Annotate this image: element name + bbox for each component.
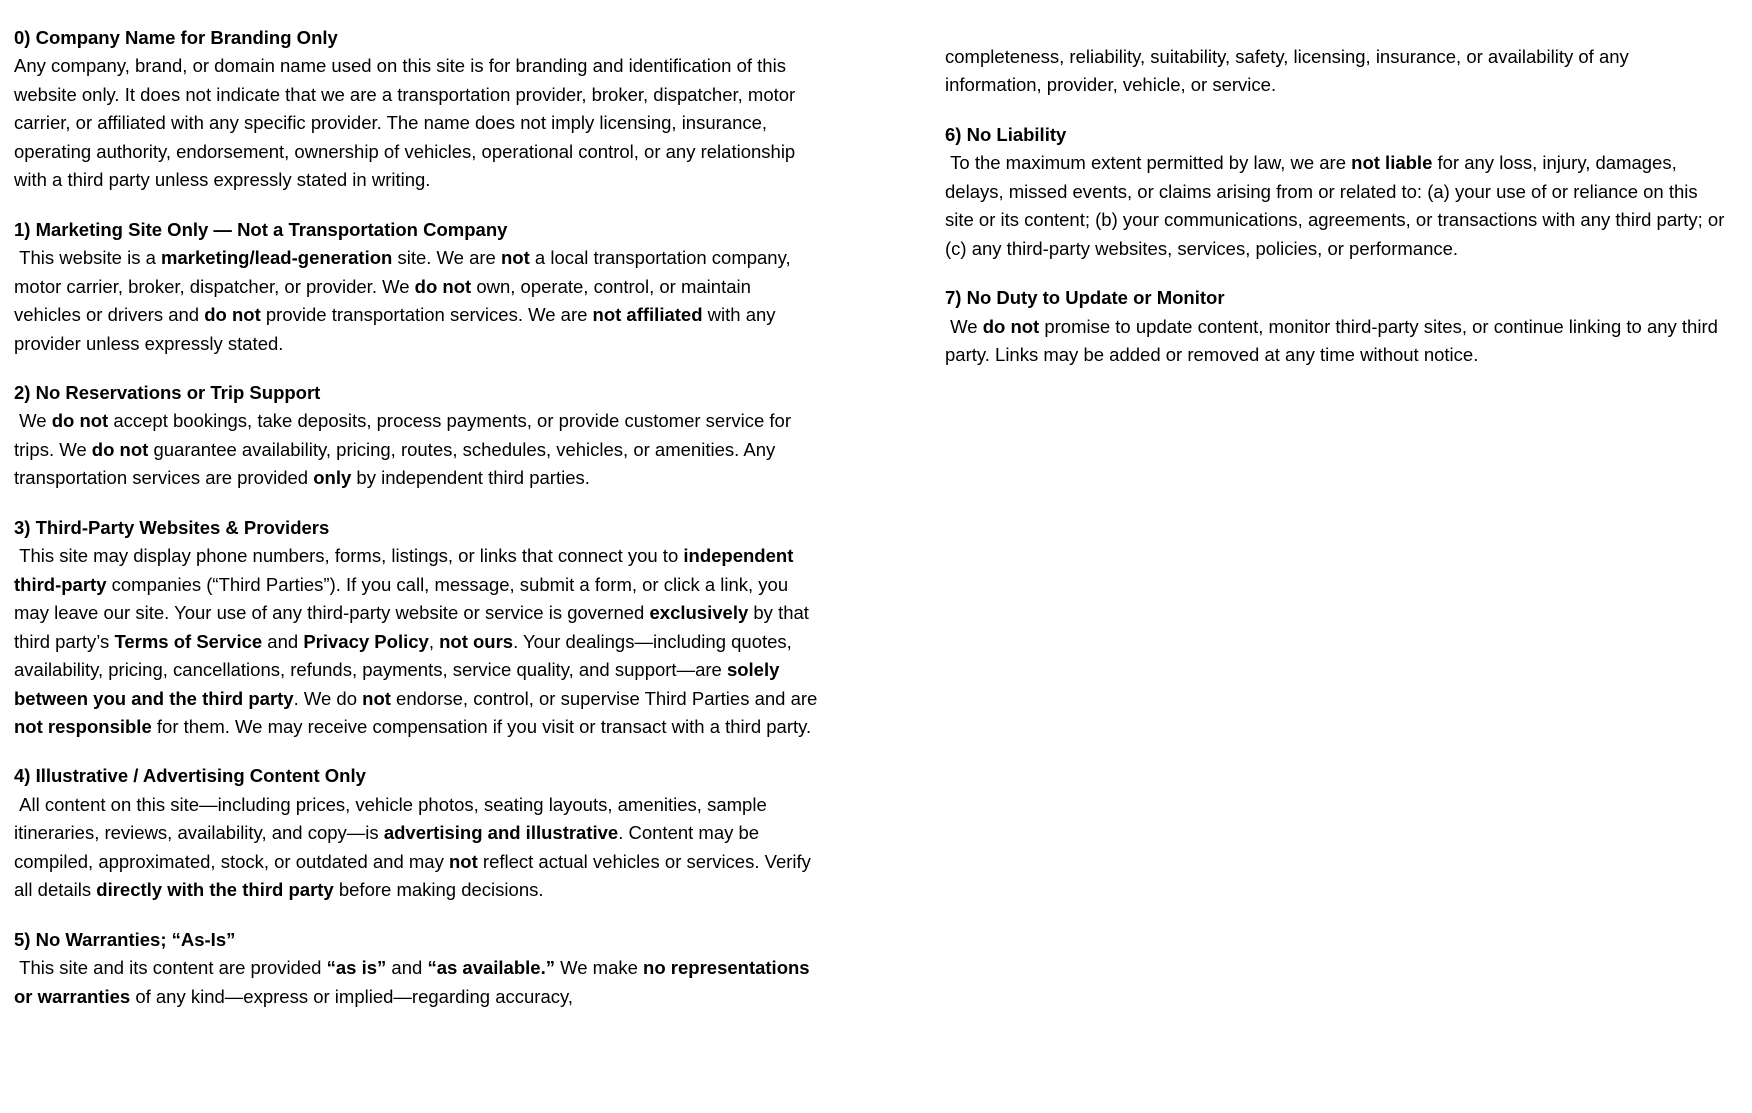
disclaimer-section	[945, 121, 1729, 263]
bold-text-run: not	[362, 687, 391, 709]
disclaimer-section	[14, 926, 820, 1011]
bold-text-run: not affiliated	[592, 304, 703, 326]
section-heading: 6) No Liability	[945, 123, 1067, 145]
text-run: This site and its content are provided	[14, 957, 327, 979]
right-column	[945, 24, 1729, 370]
bold-text-run: not	[501, 247, 530, 269]
text-run: companies (“Third Parties”). If you call, message, submit a form, or click a link, you may leave our site. Your use of any third-party website or service is governed	[14, 573, 794, 624]
text-run: All content on this site—including prices, vehicle photos, seating layouts, amenities, sample itineraries, reviews, availability, and copy—is	[14, 793, 772, 844]
text-run: completeness, reliability, suitability, safety, licensing, insurance, or availability of any information, provider, vehicle, or service.	[945, 46, 1634, 96]
bold-text-run: do not	[982, 315, 1040, 337]
bold-text-run: not liable	[1351, 152, 1433, 174]
bold-text-run: “as is”	[326, 957, 387, 979]
text-run: reflect actual vehicles or services. Verify all details	[14, 850, 817, 901]
bold-text-run: not ours	[439, 630, 514, 652]
disclaimer-section	[14, 216, 820, 358]
section-heading: 1) Marketing Site Only — Not a Transportation Company	[14, 218, 508, 240]
text-run: . Content may be compiled, approximated, stock, or outdated and may	[14, 822, 765, 872]
text-run: for them. We may receive compensation if you visit or transact with a third party.	[151, 715, 812, 737]
section-paragraph	[14, 244, 820, 358]
section-heading: 4) Illustrative / Advertising Content Only	[14, 765, 366, 787]
text-run: We make	[554, 957, 644, 979]
section-paragraph	[945, 149, 1729, 263]
text-run: ,	[428, 630, 440, 652]
bold-text-run: only	[313, 467, 352, 489]
bold-text-run: independent third-party	[14, 545, 799, 595]
text-run: To the maximum extent permitted by law, we are	[945, 152, 1352, 174]
section-paragraph	[14, 407, 820, 492]
bold-text-run: do not	[414, 275, 472, 297]
bold-text-run: no representations or warranties	[14, 957, 815, 1007]
text-run: endorse, control, or supervise Third Parties and are	[390, 687, 823, 709]
left-column	[14, 24, 823, 1011]
disclaimer-section	[945, 284, 1729, 369]
text-run: promise to update content, monitor third-party sites, or continue linking to any third party. Links may be added or removed at any time without notice.	[945, 315, 1724, 366]
text-run: . We do	[293, 687, 363, 709]
disclaimer-section	[14, 514, 823, 742]
section-paragraph	[14, 542, 823, 741]
disclaimer-section	[14, 379, 820, 493]
section-paragraph	[945, 313, 1729, 370]
text-run: by that third party’s	[14, 602, 815, 652]
bold-text-run: Terms of Service	[114, 630, 263, 652]
bold-text-run: do not	[91, 438, 149, 460]
section-paragraph	[14, 954, 820, 1011]
text-run: This website is a	[14, 247, 162, 269]
section-heading: 7) No Duty to Update or Monitor	[945, 287, 1225, 309]
text-run: We	[14, 410, 52, 432]
disclaimer-section	[14, 762, 820, 904]
text-run: We	[945, 315, 983, 337]
text-run: This site may display phone numbers, forms, listings, or links that connect you to	[14, 545, 684, 567]
disclaimer-section	[14, 24, 820, 195]
text-run: . Your dealings—including quotes, availability, pricing, cancellations, refunds, payments, service quality, and support—are	[14, 630, 797, 681]
bold-text-run: directly with the third party	[96, 879, 334, 901]
bold-text-run: do not	[204, 304, 261, 326]
bold-text-run: solely between you and the third party	[14, 659, 785, 709]
text-run: and	[386, 957, 428, 979]
section-heading: 5) No Warranties; “As-Is”	[14, 928, 236, 950]
text-run: guarantee availability, pricing, routes, schedules, vehicles, or amenities. Any transportation services are provided	[14, 438, 781, 489]
bold-text-run: do not	[51, 410, 109, 432]
section-heading: 3) Third-Party Websites & Providers	[14, 516, 330, 538]
text-run: for any loss, injury, damages, delays, missed events, or claims arising from or related to: (a) your use of or reliance on this site or its content; (b) your communications, agreements, or transactions with any third party; or (c) any third-party websites, services, policies, or performance.	[945, 152, 1730, 259]
text-run: a local transportation company, motor carrier, broker, dispatcher, or provider. We	[14, 247, 796, 297]
section-paragraph	[14, 791, 820, 905]
bold-text-run: marketing/lead-generation	[161, 247, 393, 269]
text-run: accept bookings, take deposits, process payments, or provide customer service for trips. We	[14, 410, 797, 460]
bold-text-run: Privacy Policy	[303, 630, 429, 652]
text-run: with any provider unless expressly stated.	[14, 304, 781, 354]
text-run: site. We are	[392, 247, 501, 269]
bold-text-run: not	[449, 850, 478, 872]
text-run: of any kind—express or implied—regarding accuracy,	[130, 985, 574, 1007]
bold-text-run: exclusively	[649, 602, 749, 624]
section-heading: 2) No Reservations or Trip Support	[14, 381, 321, 403]
bold-text-run: advertising and illustrative	[383, 822, 619, 844]
text-run: own, operate, control, or maintain vehicles or drivers and	[14, 275, 757, 326]
section-heading: 0) Company Name for Branding Only	[14, 27, 338, 48]
bold-text-run: not responsible	[14, 715, 152, 737]
text-run: before making decisions.	[333, 879, 544, 901]
section-paragraph-continued	[945, 43, 1729, 100]
bold-text-run: “as available.”	[427, 957, 555, 979]
text-run: by independent third parties.	[351, 467, 590, 489]
section-paragraph	[14, 52, 820, 194]
text-run: Any company, brand, or domain name used on this site is for branding and identification of this website only. It does not indicate that we are a transportation provider, broker, dispatcher, motor carrier, or affiliated with any specific provider. The name does not imply licensing, insurance, operating authority, endorsement, ownership of vehicles, operational control, or any relationship with a third party unless expressly stated in writing.	[14, 55, 801, 191]
text-run: provide transportation services. We are	[260, 304, 593, 326]
text-run: and	[262, 630, 304, 652]
